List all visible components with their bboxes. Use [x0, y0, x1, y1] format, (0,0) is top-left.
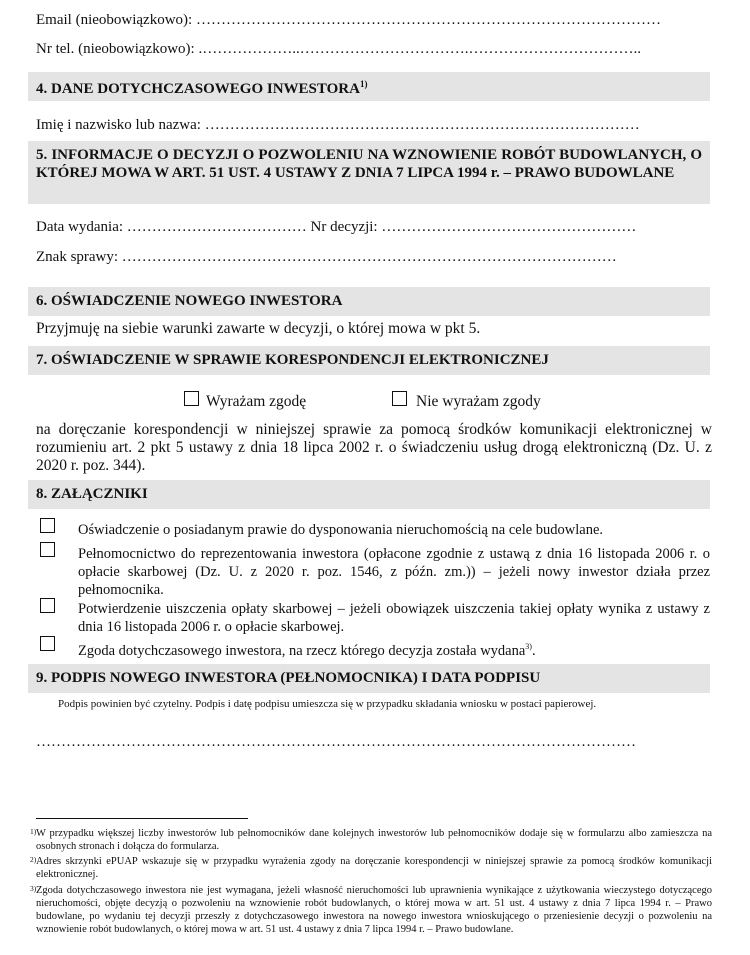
email-field[interactable]: Email (nieobowiązkowo): …………………………………………………………………………………: [36, 12, 661, 28]
footnote-separator: [36, 818, 248, 819]
attachment-3-label: Potwierdzenie uiszczenia opłaty skarbowej – jeżeli obowiązek uiszczenia takiej opłaty wynika z ustawy z dnia 16 listopada 2006 r. o opłacie skarbowej.: [78, 601, 710, 635]
attachment-4-label: Zgoda dotychczasowego inwestora, na rzecz którego decyzja została wydana$^{3)}$.: [78, 642, 536, 659]
footnote-3: 3) Zgoda dotychczasowego inwestora nie jest wymagana, jeżeli własność nieruchomości lub uprawnienia wynikające z użytkowania wieczystego dotyczącego nieruchomości, objęte decyzją o pozwoleniu na wznowienie robót budowlanych, o której mowa w art. 51 ust. 4 ustawy z dnia 7 lipca 1994 r. – Prawo budowlane, po wydaniu tej decyzji przeszły z dotychczasowego inwestora na nowego inwestora wnioskującego o przeniesienie decyzji o pozwoleniu na wznowienie robót budowlanych, o której mowa w art. 51 ust. 4 ustawy z dnia 7 lipca 1994 r. – Prawo budowlane.: [30, 884, 712, 935]
consent-disagree-checkbox[interactable]: [392, 391, 407, 406]
issue-date-decision-number-field[interactable]: Data wydania: ……………………………… Nr decyzji: ……………………………………………: [36, 219, 637, 235]
attachment-4-checkbox[interactable]: [40, 636, 55, 651]
consent-agree-checkbox[interactable]: [184, 391, 199, 406]
phone-field[interactable]: Nr tel. (nieobowiązkowo): .………………..…………………………….……………………………..: [36, 41, 641, 57]
previous-investor-name-field[interactable]: Imię i nazwisko lub nazwa: ……………………………………………………………………………: [36, 117, 640, 133]
section-4-header: [28, 72, 710, 101]
section-5-header: [28, 141, 710, 204]
footnote-2: 2) Adres skrzynki ePUAP wskazuje się w przypadku wyrażenia zgody na doręczanie korespondencji w niniejszej sprawie za pomocą środków komunikacji elektronicznej.: [30, 855, 712, 880]
section-8-title: 8. ZAŁĄCZNIKI: [36, 486, 148, 502]
attachment-1-label: Oświadczenie o posiadanym prawie do dysponowania nieruchomością na cele budowlane.: [78, 522, 604, 538]
section-7-title: 7. OŚWIADCZENIE W SPRAWIE KORESPONDENCJI ELEKTRONICZNEJ: [36, 352, 549, 368]
attachment-3-checkbox[interactable]: [40, 598, 55, 613]
section-6-title: 6. OŚWIADCZENIE NOWEGO INWESTORA: [36, 293, 343, 309]
signature-note: Podpis powinien być czytelny. Podpis i datę podpisu umieszcza się w przypadku składania wniosku w postaci papierowej.: [58, 698, 597, 710]
section-6-statement: Przyjmuję na siebie warunki zawarte w decyzji, o której mowa w pkt 5.: [36, 320, 481, 337]
consent-agree-label: Wyrażam zgodę: [206, 393, 307, 410]
case-sign-field[interactable]: Znak sprawy: ………………………………………………………………………………………: [36, 249, 617, 265]
section-6-header: [28, 287, 710, 316]
footnote-1: 1) W przypadku większej liczby inwestorów lub pełnomocników dane kolejnych inwestorów lub pełnomocników dodaje się w formularzu albo zamieszcza na osobnych stronach i dołącza do formularza.: [30, 827, 712, 852]
section-9-title: 9. PODPIS NOWEGO INWESTORA (PEŁNOMOCNIKA) I DATA PODPISU: [36, 670, 541, 686]
section-7-header: [28, 346, 710, 375]
consent-disagree-label: Nie wyrażam zgody: [416, 393, 541, 410]
section-7-text: na doręczanie korespondencji w niniejszej sprawie za pomocą środków komunikacji elektronicznej w rozumieniu art. 2 pkt 5 ustawy z dnia 18 lipca 2002 r. o świadczeniu usług drogą elektroniczną (Dz. U. z 2020 r. poz. 344).: [36, 421, 712, 474]
section-9-header: [28, 664, 710, 693]
section-4-title: 4. DANE DOTYCHCZASOWEGO INWESTORA$^{1)}$: [36, 79, 368, 97]
attachment-2-checkbox[interactable]: [40, 542, 55, 557]
attachment-2-label: Pełnomocnictwo do reprezentowania inwestora (opłacone zgodnie z ustawą z dnia 16 listopada 2006 r. o opłacie skarbowej (Dz. U. z 2020 r. poz. 1546, z późn. zm.)) – jeżeli nowy inwestor działa przez pełnomocnika.: [78, 546, 710, 598]
signature-field[interactable]: …………………………………………………………………………………………………………: [36, 734, 636, 750]
section-5-title: 5. INFORMACJE O DECYZJI O POZWOLENIU NA WZNOWIENIE ROBÓT BUDOWLANYCH, O KTÓREJ MOWA W ART. 51 UST. 4 USTAWY Z DNIA 7 LIPCA 1994 r. – PRAWO BUDOWLANE: [36, 147, 702, 181]
section-8-header: [28, 480, 710, 509]
attachment-1-checkbox[interactable]: [40, 518, 55, 533]
